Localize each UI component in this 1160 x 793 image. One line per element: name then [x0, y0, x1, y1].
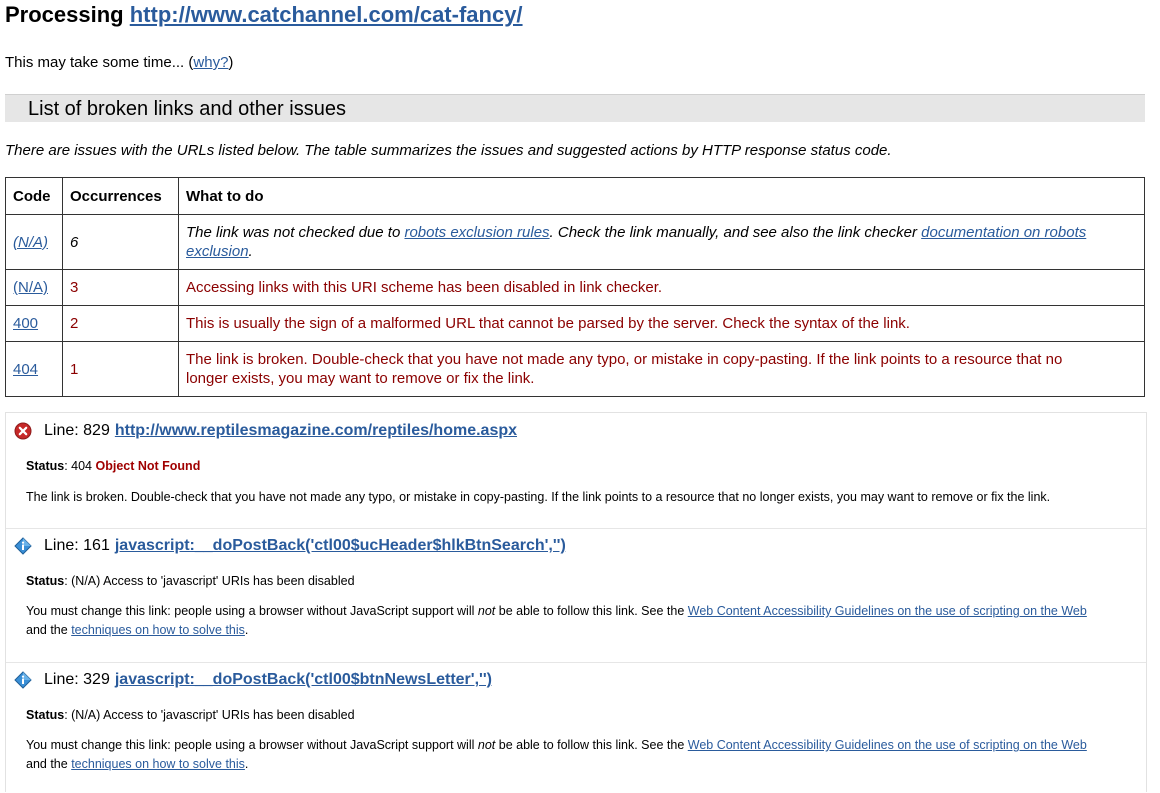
- desc-text: The link was not checked due to: [186, 224, 405, 241]
- issue-item: [6, 528, 1146, 663]
- table-header-row: [6, 178, 1145, 215]
- message-text: You must change this link: people using a browser without JavaScript support will: [26, 604, 478, 618]
- info-icon: [14, 537, 32, 555]
- message-emphasis: not: [477, 738, 496, 752]
- issue-url-link[interactable]: javascript:__doPostBack('ctl00$ucHeader$hlkBtnSearch',''): [114, 537, 566, 554]
- processing-notice-close: ): [228, 54, 234, 71]
- techniques-link[interactable]: techniques on how to solve this: [71, 757, 245, 771]
- what-to-do-cell: [179, 215, 1145, 270]
- message-text: .: [244, 757, 249, 771]
- page-title: [5, 2, 523, 28]
- issue-header: [14, 422, 517, 440]
- techniques-link[interactable]: techniques on how to solve this: [71, 623, 245, 637]
- issue-message: [26, 602, 1136, 640]
- message-emphasis: not: [477, 604, 496, 618]
- summary-table: [5, 177, 1145, 397]
- issue-url-link[interactable]: http://www.reptilesmagazine.com/reptiles/home.aspx: [114, 422, 518, 439]
- processing-notice-text: This may take some time... (: [5, 54, 194, 71]
- issue-line-number: Line: 161: [44, 537, 110, 554]
- issue-url-link[interactable]: javascript:__doPostBack('ctl00$btnNewsLetter',''): [114, 671, 492, 688]
- status-error-text: Object Not Found: [95, 459, 201, 473]
- wcag-scripting-link[interactable]: Web Content Accessibility Guidelines on the use of scripting on the Web: [687, 604, 1087, 618]
- processed-url-link[interactable]: http://www.catchannel.com/cat-fancy/: [129, 2, 523, 27]
- desc-text: . Check the link manually, and see also the link checker: [549, 224, 922, 241]
- issue-line-number: Line: 829: [44, 422, 110, 439]
- occurrences-cell: 1: [63, 342, 179, 397]
- wcag-scripting-link[interactable]: Web Content Accessibility Guidelines on the use of scripting on the Web: [687, 738, 1087, 752]
- occurrences-cell: 2: [63, 306, 179, 342]
- why-link[interactable]: why?: [193, 54, 229, 71]
- section-header-bar: [5, 94, 1145, 122]
- code-cell: [6, 215, 63, 270]
- issue-status: [26, 574, 355, 588]
- issue-header: [14, 537, 566, 555]
- what-to-do-cell: [179, 342, 1145, 397]
- column-header-occurrences: Occurrences: [63, 178, 179, 215]
- issue-item: [6, 413, 1146, 529]
- code-cell: [6, 270, 63, 306]
- issue-message: [26, 736, 1136, 774]
- message-text: .: [244, 623, 249, 637]
- issue-header: [14, 671, 492, 689]
- processing-notice: [5, 54, 233, 71]
- code-link[interactable]: 400: [13, 315, 39, 332]
- what-to-do-cell: Accessing links with this URI scheme has been disabled in link checker.: [179, 270, 1145, 306]
- message-text: You must change this link: people using a browser without JavaScript support will: [26, 738, 478, 752]
- status-text: : (N/A) Access to 'javascript' URIs has been disabled: [64, 708, 355, 722]
- code-link[interactable]: (N/A): [13, 233, 48, 251]
- occurrences-cell: 3: [63, 270, 179, 306]
- error-icon: [14, 422, 32, 440]
- message-text: be able to follow this link. See the: [495, 604, 688, 618]
- occurrences-cell: 6: [63, 215, 179, 270]
- robots-docs-link[interactable]: documentation on robots exclusion: [186, 224, 1087, 260]
- issues-intro: There are issues with the URLs listed below. The table summarizes the issues and suggested actions by HTTP response status code.: [5, 142, 892, 159]
- table-row: [6, 215, 1145, 270]
- status-code: : 404: [64, 459, 96, 473]
- status-label: Status: [26, 708, 65, 722]
- code-link[interactable]: (N/A): [13, 279, 48, 296]
- status-text: : (N/A) Access to 'javascript' URIs has been disabled: [64, 574, 355, 588]
- issue-message: The link is broken. Double-check that you have not made any typo, or mistake in copy-pasting. If the link points to a resource that no longer exists, you may want to remove or fix the link.: [26, 490, 1051, 504]
- code-cell: [6, 306, 63, 342]
- code-link[interactable]: 404: [13, 360, 39, 378]
- column-header-what-to-do: What to do: [179, 178, 1145, 215]
- table-row: [6, 342, 1145, 397]
- issue-status: [26, 708, 355, 722]
- issue-list: [5, 412, 1147, 792]
- desc-text: .: [248, 243, 253, 260]
- desc-line: The link is broken. Double-check that you have not made any typo, or mistake in copy-pasting. If the link points to a resource that no: [186, 351, 1063, 368]
- title-prefix: Processing: [5, 2, 124, 27]
- status-label: Status: [26, 574, 65, 588]
- issue-line-number: Line: 329: [44, 671, 110, 688]
- message-text: be able to follow this link. See the: [495, 738, 688, 752]
- column-header-code: Code: [6, 178, 63, 215]
- table-row: [6, 270, 1145, 306]
- section-heading: List of broken links and other issues: [28, 98, 346, 120]
- issue-status: [26, 459, 200, 473]
- robots-rules-link[interactable]: robots exclusion rules: [404, 224, 550, 241]
- issue-item: [6, 662, 1146, 793]
- message-text: and the: [26, 623, 72, 637]
- desc-line: longer exists, you may want to remove or fix the link.: [186, 370, 535, 387]
- status-label: Status: [26, 459, 65, 473]
- message-text: and the: [26, 757, 72, 771]
- what-to-do-cell: This is usually the sign of a malformed URL that cannot be parsed by the server. Check the syntax of the link.: [179, 306, 1145, 342]
- table-row: [6, 306, 1145, 342]
- code-cell: [6, 342, 63, 397]
- info-icon: [14, 671, 32, 689]
